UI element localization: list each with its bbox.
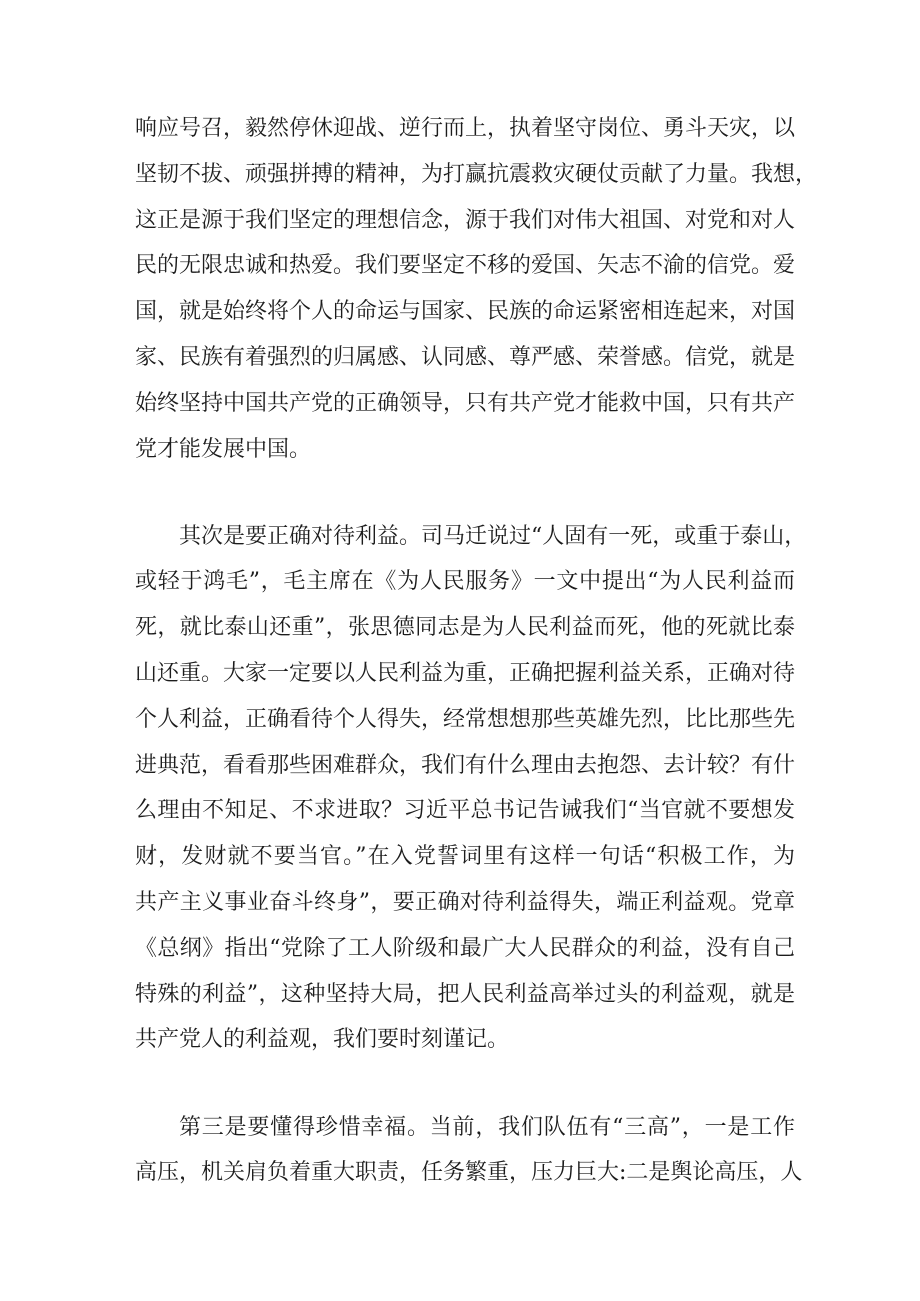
text-line: 党才能发展中国。: [135, 436, 312, 462]
text-line: 进典范，看看那些困难群众，我们有什么理由去抱怨、去计较？有什: [135, 752, 796, 778]
text-line: 个人利益，正确看待个人得失，经常想想那些英雄先烈，比比那些先: [135, 706, 796, 732]
paragraph-spacer: [135, 472, 795, 513]
paragraph-spacer: [135, 1063, 795, 1104]
text-line: 其次是要正确对待利益。司马迁说过“人固有一死，或重于泰山，: [179, 523, 807, 549]
document-body: [135, 106, 818, 1196]
text-line: 么理由不知足、不求进取？习近平总书记告诫我们“当官就不要想发: [135, 798, 795, 824]
text-line: 这正是源于我们坚定的理想信念，源于我们对伟大祖国、对党和对人: [135, 207, 796, 233]
text-line: 响应号召，毅然停休迎战、逆行而上，执着坚守岗位、勇斗天灾，以: [135, 116, 796, 141]
text-line: 死，就比泰山还重”，张思德同志是为人民利益而死，他的死就比泰: [135, 615, 795, 641]
text-line: 山还重。大家一定要以人民利益为重，正确把握利益关系，正确对待: [135, 661, 796, 687]
text-line: 或轻于鸿毛”，毛主席在《为人民服务》一文中提出“为人民利益而: [135, 569, 795, 595]
paragraph-interests: [135, 514, 807, 1064]
text-line: 共产党人的利益观，我们要时刻谨记。: [135, 1027, 510, 1053]
paragraph-loyalty: [135, 106, 818, 472]
text-line: 坚韧不拔、顽强拼搏的精神，为打赢抗震救灾硬仗贡献了力量。我想，: [135, 161, 818, 187]
text-line: 《总纲》指出“党除了工人阶级和最广大人民群众的利益，没有自己: [135, 935, 795, 961]
text-line: 财，发财就不要当官。”在入党誓词里有这样一句话“积极工作，为: [135, 844, 795, 870]
paragraph-cherish-happiness: [135, 1105, 803, 1197]
text-line: 国，就是始终将个人的命运与国家、民族的命运紧密相连起来，对国: [135, 299, 796, 325]
text-line: 特殊的利益”，这种坚持大局，把人民利益高举过头的利益观，就是: [135, 981, 795, 1007]
text-line: 民的无限忠诚和热爱。我们要坚定不移的爱国、矢志不渝的信党。爱: [135, 253, 796, 279]
text-line: 家、民族有着强烈的归属感、认同感、尊严感、荣誉感。信党，就是: [135, 344, 796, 370]
text-line: 高压，机关肩负着重大职责，任务繁重，压力巨大:二是舆论高压，人: [135, 1160, 803, 1186]
text-line: 共产主义事业奋斗终身”，要正确对待利益得失，端正利益观。党章: [135, 890, 795, 916]
text-line: 始终坚持中国共产党的正确领导，只有共产党才能救中国，只有共产: [135, 390, 796, 416]
text-line: 第三是要懂得珍惜幸福。当前，我们队伍有“三高”，一是工作: [179, 1114, 795, 1140]
